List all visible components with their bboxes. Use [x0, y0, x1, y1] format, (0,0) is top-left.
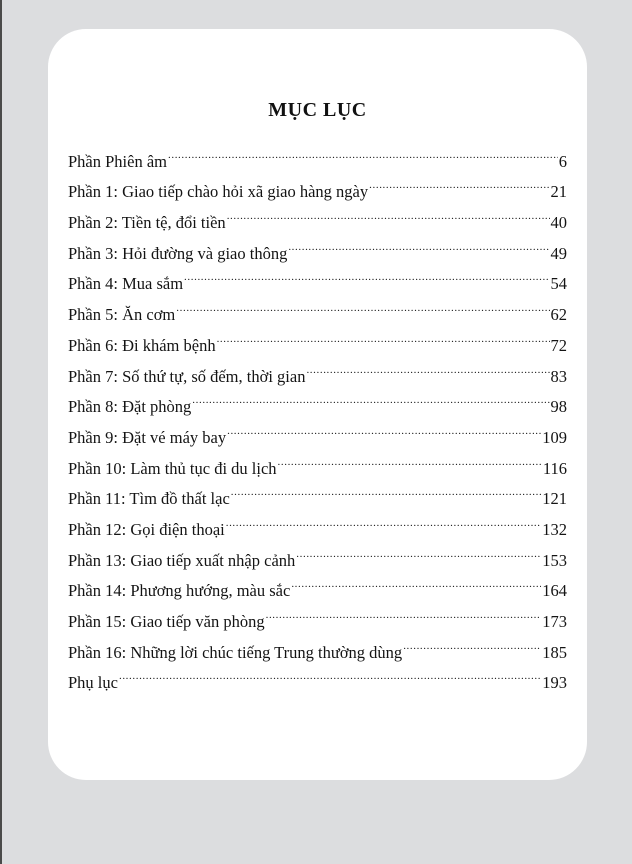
toc-dot-leader: [184, 259, 549, 290]
toc-entry-label: Phần 3: Hỏi đường và giao thông: [68, 243, 288, 263]
toc-entry[interactable]: [68, 658, 567, 693]
toc-dot-leader: [217, 320, 550, 351]
toc-entry-page: 54: [550, 274, 567, 294]
toc-dot-leader: [288, 228, 549, 259]
toc-entry-label: Phần 4: Mua sắm: [68, 274, 184, 294]
toc-entry-page: 132: [542, 519, 567, 539]
toc-entry[interactable]: [68, 136, 567, 171]
toc-entry-page: 193: [542, 673, 567, 693]
table-of-contents-card: [48, 29, 587, 780]
toc-entry-label: Phần Phiên âm: [68, 151, 167, 171]
toc-dot-leader: [278, 443, 542, 474]
toc-entry-page: 164: [542, 581, 567, 601]
toc-entry-page: 153: [542, 550, 567, 570]
toc-entry-label: Phần 8: Đặt phòng: [68, 397, 192, 417]
toc-entry-label: Phần 11: Tìm đồ thất lạc: [68, 489, 230, 509]
toc-dot-leader: [403, 627, 541, 658]
page-edge-shadow: [0, 0, 2, 864]
toc-dot-leader: [291, 566, 541, 597]
toc-entry-page: 83: [550, 366, 567, 386]
toc-entry-label: Phần 16: Những lời chúc tiếng Trung thường dùng: [68, 642, 403, 662]
toc-dot-leader: [168, 136, 558, 167]
toc-entry-label: Phần 14: Phương hướng, màu sắc: [68, 581, 291, 601]
toc-dot-leader: [227, 412, 541, 443]
toc-entry-label: Phần 2: Tiền tệ, đổi tiền: [68, 213, 226, 233]
toc-entry-page: 72: [550, 335, 567, 355]
toc-entry-label: Phần 13: Giao tiếp xuất nhập cảnh: [68, 550, 296, 570]
toc-entry-page: 40: [550, 213, 567, 233]
toc-entry-page: 6: [558, 151, 567, 171]
toc-entry-label: Phần 6: Đi khám bệnh: [68, 335, 216, 355]
toc-dot-leader: [231, 474, 541, 505]
toc-entry-label: Phụ lục: [68, 673, 118, 693]
toc-entry-page: 109: [542, 427, 567, 447]
toc-entry-label: Phần 10: Làm thủ tục đi du lịch: [68, 458, 277, 478]
toc-dot-leader: [296, 535, 541, 566]
toc-dot-leader: [226, 504, 542, 535]
toc-entry-page: 98: [550, 397, 567, 417]
toc-list: [68, 136, 567, 693]
toc-entry-label: Phần 15: Giao tiếp văn phòng: [68, 612, 265, 631]
toc-dot-leader: [119, 658, 541, 689]
toc-entry-page: 173: [542, 612, 567, 631]
toc-entry-page: 21: [550, 182, 567, 202]
toc-entry-page: 49: [550, 243, 567, 263]
toc-entry-label: Phần 5: Ăn cơm: [68, 305, 176, 325]
toc-entry-page: 62: [550, 305, 567, 325]
toc-entry-label: Phần 1: Giao tiếp chào hỏi xã giao hàng ngày: [68, 182, 369, 202]
toc-dot-leader: [192, 382, 549, 413]
toc-dot-leader: [369, 167, 549, 198]
toc-entry-label: Phần 9: Đặt vé máy bay: [68, 427, 227, 447]
toc-entry-page: 116: [542, 458, 567, 478]
toc-dot-leader: [306, 351, 549, 382]
toc-dot-leader: [176, 289, 549, 320]
toc-entry-label: Phần 7: Số thứ tự, số đếm, thời gian: [68, 366, 306, 386]
toc-dot-leader: [227, 197, 550, 228]
toc-entry-page: 185: [542, 642, 567, 662]
toc-entry-page: 121: [542, 489, 567, 509]
toc-entry-label: Phần 12: Gọi điện thoại: [68, 519, 225, 539]
page-title: MỤC LỤC: [268, 99, 367, 121]
toc-dot-leader: [266, 596, 542, 627]
